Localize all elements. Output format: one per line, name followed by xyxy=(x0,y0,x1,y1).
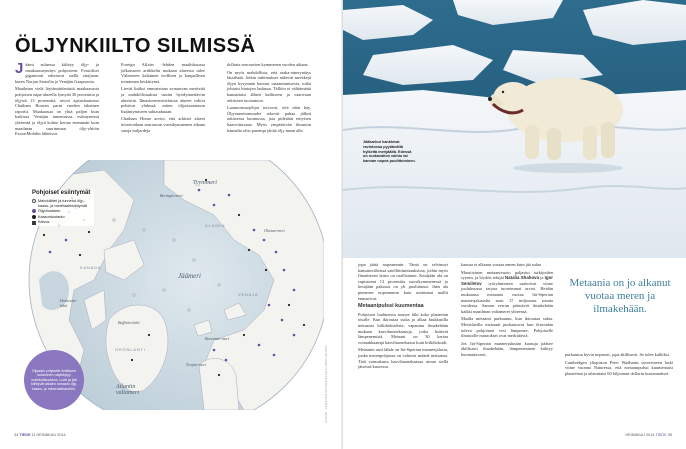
label-norjanmeri: Norjan-meri xyxy=(186,362,206,367)
body-paragraph: jopa jäätä nopeammin. Tämä on selvinnyt kansainvälisissä satelliittimittauksissa, joihin myös Ilmatieteen laitos on osallistunut. Kesäjään ala on supistunut 13 prosenttia vuosikymmenessä ja kesäjään paksuus on yli puolittunut. Jään ala pienenee nopeammin kuin useimmat mallit ennustivat. xyxy=(358,262,448,301)
oil-legend-icon xyxy=(32,209,36,213)
right-page-footer: HEINÄKUU 2014 TIEDE 35 xyxy=(625,433,672,437)
researcher-name: Natalia Shahova xyxy=(505,275,540,281)
label-kanada: KANADA xyxy=(80,265,102,270)
legend-item: Kaasuntuotanto xyxy=(32,215,94,220)
left-page-footer: 34 TIEDE 11 HEINÄKUU 2014 xyxy=(14,433,66,437)
label-hudsoninlahti: Hudsonin-lahti xyxy=(60,298,77,308)
right-text-column-1 xyxy=(358,262,448,372)
label-beringinmeri: Beringin-meri xyxy=(160,193,183,198)
label-ohotanmeri: Ohotan-meri xyxy=(264,228,285,233)
researcher-name: Igor Semiletov xyxy=(461,275,553,286)
right-text-column-3 xyxy=(565,352,673,378)
section-subheading: Metaanipulssi kuumentaa xyxy=(358,303,424,310)
label-gronlanti: GRÖNLANTI xyxy=(115,347,146,352)
body-paragraph: Metaanin uusi lähde on Itä-Siperian mannerjalusta, jonka merenpohjassa on valtavat määrät metaania. Tätä voimakasta kasvihuonekaasua uinuu siellä jäisessä kuoressa. xyxy=(358,347,448,370)
body-paragraph: Massiivinen metaanivuoto paljastui tutkijoiden syynin, ja löydön tekijät Natalia Shahova ja Igor Semiletov työryhmineen saattoivat viime joulukuussa tarjota tuoreimmat arviot. Heidän mukaansa metaania vuotaa Itä-Siperian mannerjalustalta noin 17 miljoonaa tonnia vuodessa. Saman verran päästävät ilmakehään kaikki maailman valtameret yhteensä. xyxy=(461,269,553,314)
label-venaja: VENÄJÄ xyxy=(238,292,259,297)
body-paragraph: Foreign Affairs -lehden maaliskuussa julkaisseen artikkelin mukaan alueesta tulee Välimeren kaltainen teollisen ja kaupallisen toiminnan keskittymä. xyxy=(121,62,205,84)
body-paragraph: dollaria seuraavien kymmenen vuoden aikana. xyxy=(227,62,309,67)
body-paragraph: Maalla metaanit purkautuu, kun ikiroutaa sulaa. Merialueilla metaanit purkautuvat kun ikiroudan tuleva pohjoinen vesi lämpenee. Pohjoiselle ilmastolle muutokset ovat merkittäviä. xyxy=(461,316,553,339)
polar-bear-photo xyxy=(343,0,686,258)
legend-item: Öljyntuotanto xyxy=(32,209,94,214)
label-tyynimeri: Tyynimeri xyxy=(193,180,217,186)
photo-caption: Jääkarhut hankkivat ravintonsa pyytämällä hylkeitä merijäältä. Edessä on ruokavalion vaihto tai kannan nopea puolittuminen. xyxy=(363,140,416,164)
label-baffininlahti: Baffinin-lahti xyxy=(118,320,140,325)
label-jaameri: Jäämeri xyxy=(178,272,201,280)
map-callout: Öljyalan yrityksille Arktiksen sulaminen näyttäytyy mahdollisuutena. Luoti ja jää kiihtyvät alkaen romaani öljy, kaasu- ja mineraalivaroihin. xyxy=(24,350,84,410)
text-column-1 xyxy=(15,62,99,139)
body-paragraph: Chatham House arvioi, että arktiset alueet investoidaan seuraavan vuosikymmenen aikana satoja miljardeja xyxy=(121,116,205,133)
article-headline: ÖLJYNKIILTO SILMISSÄ xyxy=(15,35,256,57)
body-paragraph: Cambridgen yliopiston Peter Wadhams tovereineen laski viime vuonna Naturessa, että metaanipulssi kuumentaisi planeettaa ja aiheuttaisi 60 biljoonan dollarin kustannukset. xyxy=(565,359,673,376)
right-text-column-2 xyxy=(461,262,553,360)
body-paragraph: Maailman vielä löytämättömästä maakaasusta pohjoisen napa-alueella lymyää 30 prosenttia ja öljystä 13 prosenttia, arvioi ajatushautomo Chatham Housen parin vuoden takainen raportti. Maakaasua on yhtä paljon kuin kaikissa Venäjän tunnetuissa esiintymissä yhteensä ja öljyä kolme kertaa enemmän kuin maailman suurimman öljy-yhtiön ExxonMobilin lähteissä. xyxy=(15,86,99,137)
body-paragraph: Lievät lisäksi ennustetaan avautuvan meriteitä ja mahdollisuuksia uusiin hyödynnettäviin alueisiin. Ilmastoneuvotteluissa alueen valtiot pohtivat yhdessä, miten öljyntuotannon lisääntymiseen suhtaudutaan. xyxy=(121,86,205,114)
label-barentsinmeri: Barentsin-meri xyxy=(205,336,230,341)
legend-item: Mahdolliset ja tunnetut öljy-, kaasu- ja mineraaliesiintymät xyxy=(32,199,94,208)
drop-cap: J xyxy=(15,60,24,77)
map-credit: LÄHDE: VENÄJÄN MAANTIETEELLINEN SEURA xyxy=(324,345,328,424)
body-paragraph: Pohjoisen luuhtuessa nousee hiki koko planeetan otsalle. Kun ikiroutaa sulaa ja alkaa hiukkasilla metaania hiilidioksidista, vapautuu ilmakehään mukaan kasvihuonekaasuja, jotka lisäävät lämpenemistä. Metaani on 30 kertaa voimakkaampi kasvihuonekaasu kuin hiilidioksidi. xyxy=(358,311,448,345)
pull-quote: Metaania on jo alkanut vuotaa meren ja ilmakehään. xyxy=(569,277,671,315)
right-page xyxy=(343,0,686,449)
potential-deposit-legend-icon xyxy=(32,199,36,203)
text-column-3 xyxy=(227,62,311,135)
body-paragraph: purkautuu hyvin nopeasti, jopa äkillisesti. Se tulee kalliiksi. xyxy=(565,352,670,357)
mine-legend-icon xyxy=(32,221,36,225)
intro-paragraph: Jäämi sulaessa kiihtyy öljy- ja maakaasuryntäys pohjoiseen. Fossiiliset gigantonit odottavat siellä ottajiaan, kuten Norjan Statoilia ja Venäjän Gazpromia. xyxy=(15,60,99,84)
map-legend xyxy=(32,190,94,226)
label-atlantti: Atlantin valtameri xyxy=(116,384,139,396)
label-alaska: ALASKA xyxy=(205,223,226,228)
body-paragraph: kaasua ei alkanut vuotaa ennen kuin jää sulaa xyxy=(461,262,541,267)
body-paragraph: Luonnonsuojelijat toivovat, että näin käy. Öljyonnettomuudet tekevät pahaa jälkeä arktisessa luonnossa, jota pidetään erityisen haavoittuvana. Myös ympäröivän ilmaston kannalta olisi parempi jättää öljy maan alle. xyxy=(227,105,311,133)
legend-title: Pohjoiset esiintymät xyxy=(32,190,91,196)
text-column-2 xyxy=(121,62,205,135)
body-paragraph: On myös mahdollista, että raaka-aineryntäys lässähtää. Jotkin tutkimukset näkevät merkkejä öljyn kysynnän kasvun tasaantumisesta, mikä johtaisi hintojen laskuun. Tällöin ei välttämättä kannattaisi lähteä kalliiseen ja vaativaan arktiseen tuotantoon. xyxy=(227,69,311,103)
gas-legend-icon xyxy=(32,215,36,219)
legend-item: Kaivos xyxy=(32,220,94,225)
body-paragraph: Jos Itä-Siperian mannerjalustan kaasuja pääsee äkillisesti ilmakehään, lämpeneminen kiihtyy huomattavasti. xyxy=(461,340,553,357)
